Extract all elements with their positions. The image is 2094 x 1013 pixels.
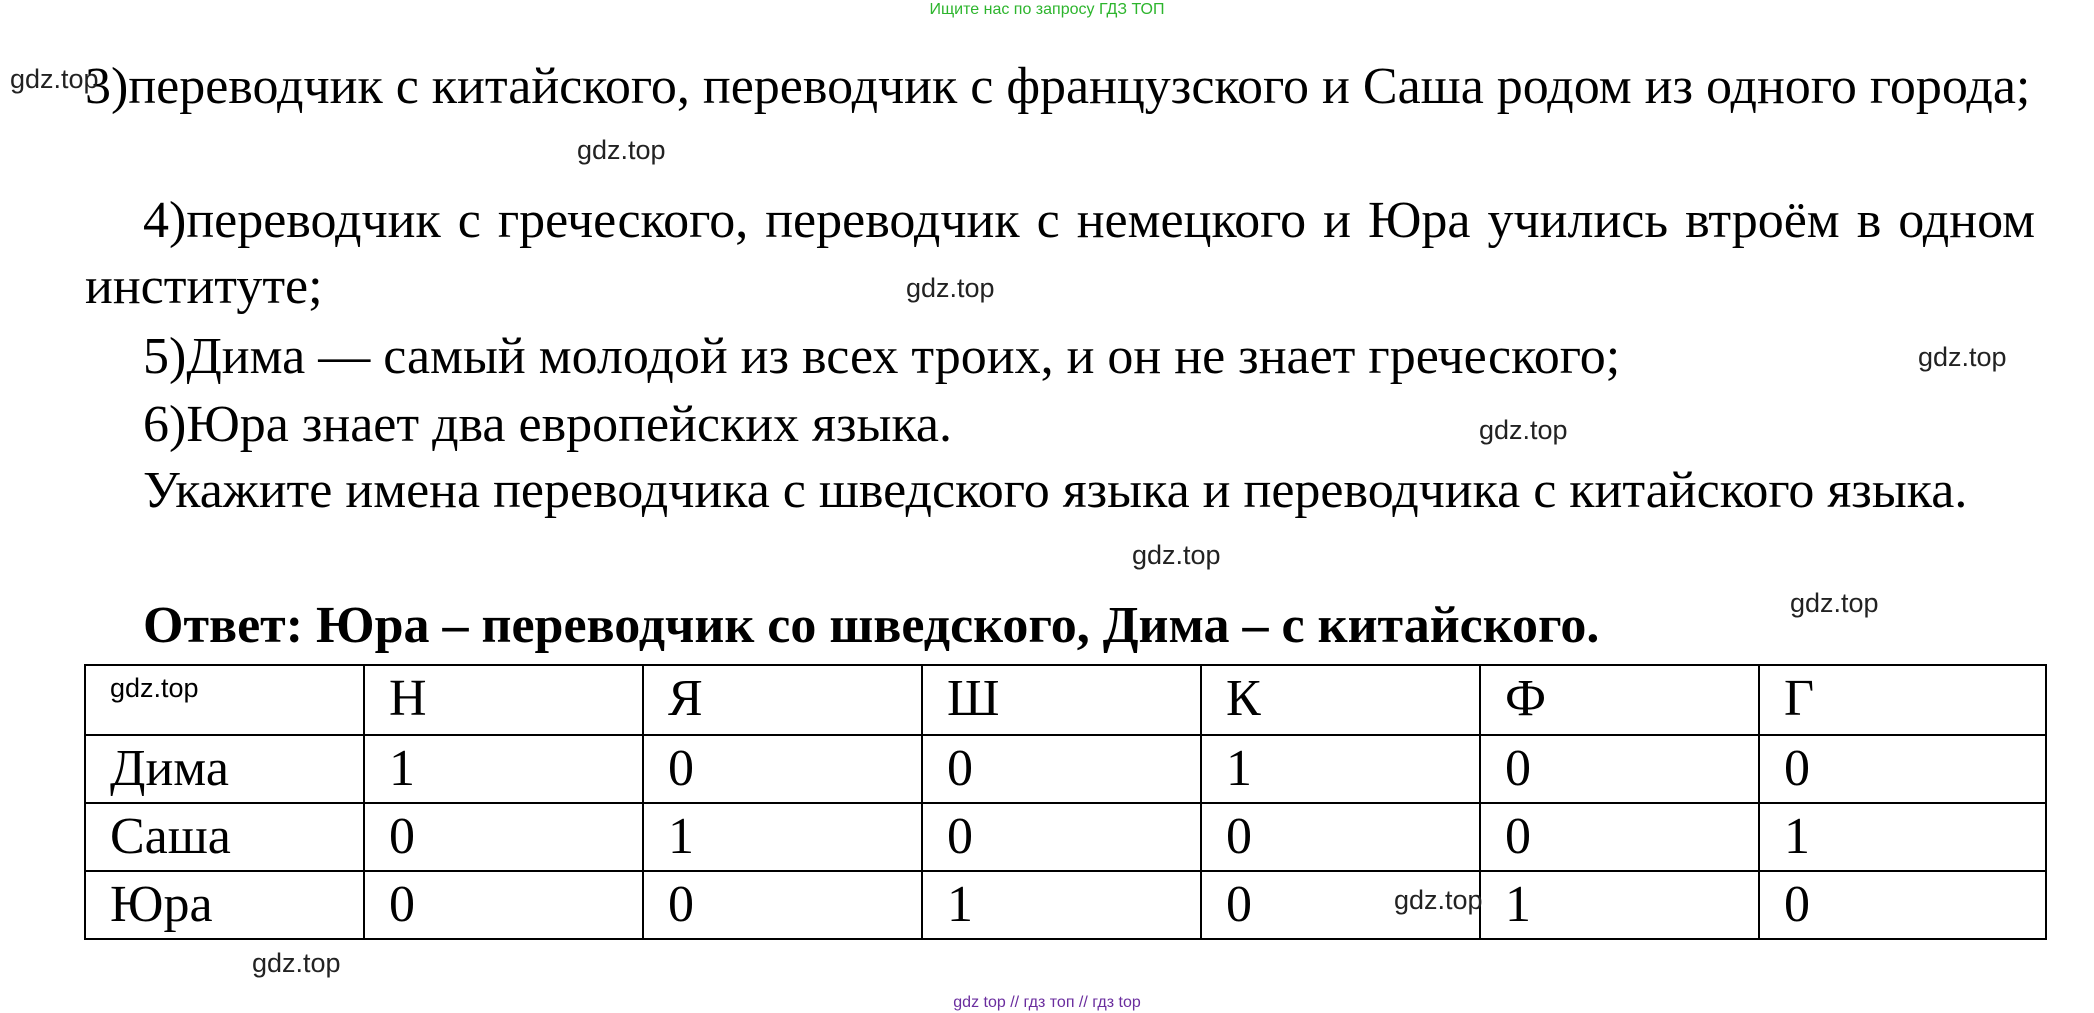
table-header-row	[85, 665, 2046, 735]
table-cell: 0	[643, 735, 922, 803]
watermark: gdz.top	[10, 64, 99, 94]
table-cell: 0	[1480, 735, 1759, 803]
footer-links: gdz top // гдз топ // гдз top	[953, 994, 1141, 1011]
paragraph-6: 6)Юра знает два европейских языка.	[143, 396, 952, 453]
search-banner: Ищите нас по запросу ГДЗ ТОП	[929, 1, 1165, 18]
watermark: gdz.top	[1790, 588, 1879, 618]
table-cell: 0	[1759, 735, 2046, 803]
table-row	[85, 803, 2046, 871]
answer-text: Ответ: Юра – переводчик со шведского, Дима – с китайского.	[143, 597, 1600, 654]
table-cell: 1	[1480, 871, 1759, 939]
header-cell: Ш	[922, 665, 1201, 735]
table-cell: 0	[1201, 871, 1480, 939]
watermark: gdz.top	[577, 135, 666, 165]
watermark: gdz.top	[1479, 415, 1568, 445]
table-cell: 0	[1480, 803, 1759, 871]
table-cell: 0	[643, 871, 922, 939]
paragraph-3: 3)переводчик с китайского, переводчик с французского и Саша родом из одного города;	[85, 58, 2031, 115]
table-cell: 0	[1201, 803, 1480, 871]
table-cell: 1	[922, 871, 1201, 939]
table-cell: 0	[364, 803, 643, 871]
header-cell: К	[1201, 665, 1480, 735]
table-row	[85, 871, 2046, 939]
table-cell: 1	[364, 735, 643, 803]
watermark: gdz.top	[906, 273, 995, 303]
question-text: Укажите имена переводчика с шведского языка и переводчика с китайского языка.	[143, 462, 1968, 519]
paragraph-5: 5)Дима — самый молодой из всех троих, и он не знает греческого;	[143, 328, 1621, 385]
header-cell: Я	[643, 665, 922, 735]
paragraph-4: 4)переводчик с греческого, переводчик с немецкого и Юра учились втроём в одном институте;	[85, 192, 2035, 315]
row-name: Юра	[85, 871, 364, 939]
table-cell: 0	[364, 871, 643, 939]
watermark: gdz.top	[252, 948, 341, 978]
table-row	[85, 735, 2046, 803]
watermark: gdz.top	[1132, 540, 1221, 570]
table-cell: 0	[1759, 871, 2046, 939]
answer-table	[84, 664, 2047, 940]
row-name: Дима	[85, 735, 364, 803]
table-cell: 1	[643, 803, 922, 871]
watermark: gdz.top	[1918, 342, 2007, 372]
watermark: gdz.top	[1394, 885, 1483, 915]
table-cell: 0	[922, 803, 1201, 871]
header-cell: Г	[1759, 665, 2046, 735]
header-cell: Н	[364, 665, 643, 735]
table-corner: gdz.top	[85, 665, 364, 735]
table-cell: 0	[922, 735, 1201, 803]
table-cell: 1	[1759, 803, 2046, 871]
header-cell: Ф	[1480, 665, 1759, 735]
row-name: Саша	[85, 803, 364, 871]
table-cell: 1	[1201, 735, 1480, 803]
